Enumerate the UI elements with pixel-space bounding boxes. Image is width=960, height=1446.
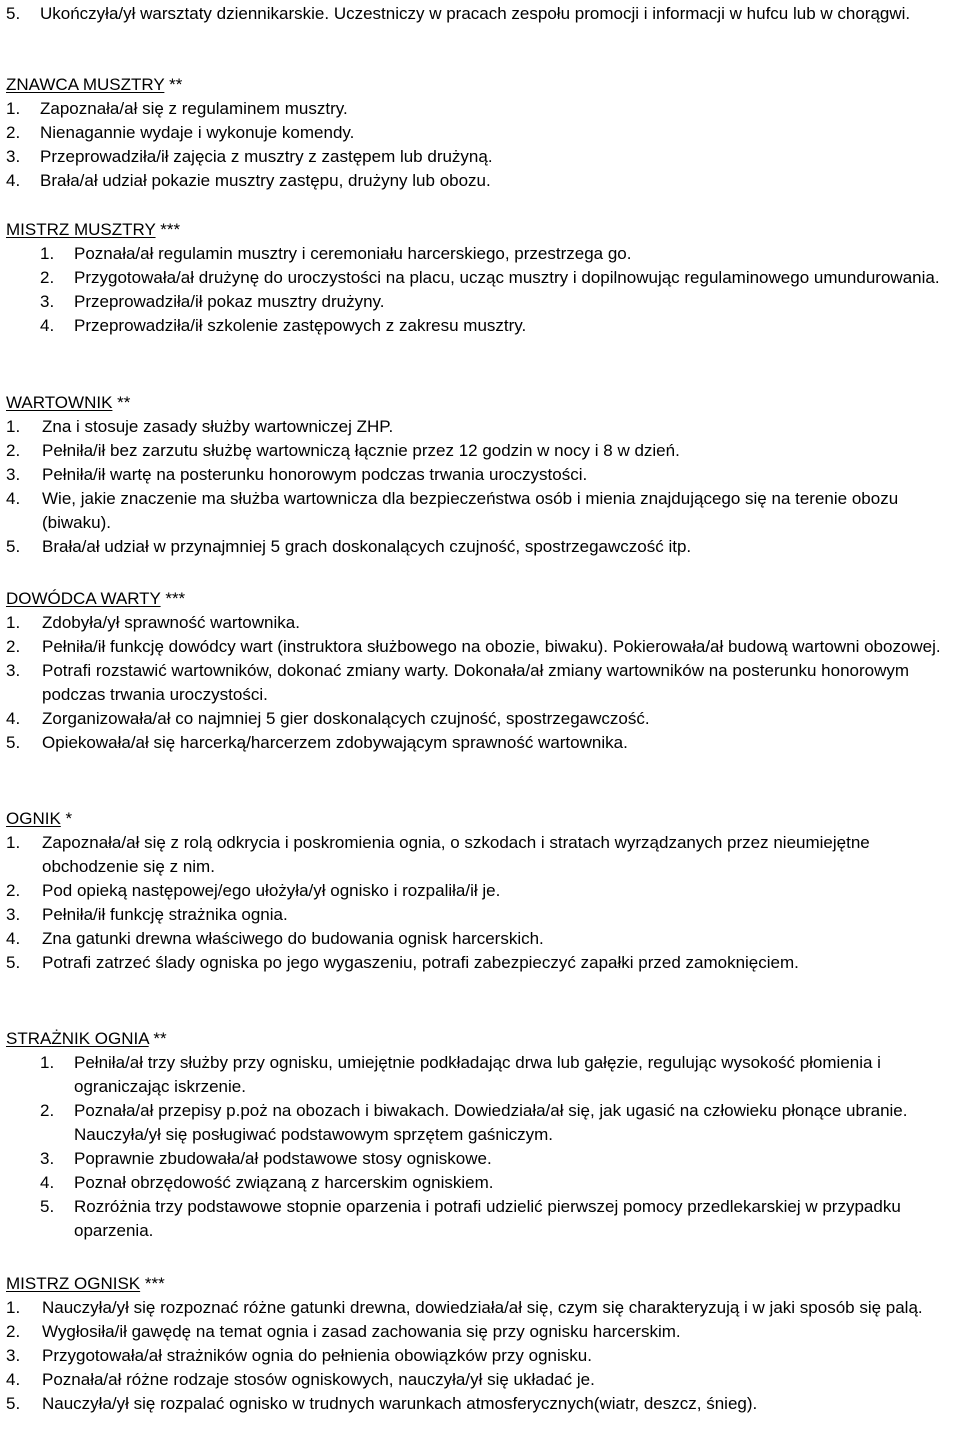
item-number: 5. — [6, 953, 21, 972]
heading-title: DOWÓDCA WARTY — [6, 589, 161, 608]
item-number: 4. — [6, 929, 21, 948]
item-text: Poznała/ał przepisy p.poż na obozach i biwakach. Dowiedziała/ał się, jak ugasić na człowieku płonące ubranie. Nauczyła/ył się posługiwać podstawowym sprzętem gaśniczym. — [74, 1101, 908, 1144]
item-number: 1. — [40, 1053, 55, 1072]
item-text: Zdobyła/ył sprawność wartownika. — [42, 613, 300, 632]
list-item — [6, 611, 956, 635]
list-item — [6, 927, 956, 951]
heading-stars: *** — [165, 589, 186, 608]
list-item — [6, 535, 956, 559]
list-item — [6, 121, 956, 145]
list-item — [6, 1344, 956, 1368]
section-heading — [6, 807, 956, 831]
list-item — [6, 1392, 956, 1416]
item-number: 4. — [6, 709, 21, 728]
list-item — [6, 2, 956, 26]
item-number: 4. — [40, 1173, 55, 1192]
item-number: 1. — [6, 1298, 21, 1317]
list-item — [6, 1296, 956, 1320]
list-item — [6, 1099, 956, 1147]
item-number: 1. — [6, 99, 21, 118]
section-wartownik — [6, 391, 956, 559]
item-number: 3. — [6, 1346, 21, 1365]
item-text: Potrafi rozstawić wartowników, dokonać zmiany warty. Dokonała/ał zmiany wartowników na posterunku honorowym podczas trwania uroczystości. — [42, 661, 910, 704]
item-number: 2. — [6, 441, 21, 460]
item-number: 3. — [6, 465, 21, 484]
list-item — [6, 951, 956, 975]
item-text: Poznała/ał regulamin musztry i ceremoniału harcerskiego, przestrzega go. — [74, 244, 632, 263]
section-znawca-musztry — [6, 73, 956, 193]
item-text: Opiekowała/ał się harcerką/harcerzem zdobywającym sprawność wartownika. — [42, 733, 628, 752]
item-number: 4. — [40, 316, 55, 335]
heading-stars: *** — [160, 220, 181, 239]
item-number: 3. — [6, 905, 21, 924]
heading-title: WARTOWNIK — [6, 393, 113, 412]
list-item — [6, 635, 956, 659]
heading-title: ZNAWCA MUSZTRY — [6, 75, 165, 94]
item-text: Wygłosiła/ił gawędę na temat ognia i zasad zachowania się przy ognisku harcerskim. — [42, 1322, 681, 1341]
item-number: 1. — [6, 833, 21, 852]
item-text: Pod opieką następowej/ego ułożyła/ył ognisko i rozpaliła/ił je. — [42, 881, 501, 900]
list-item — [6, 487, 956, 535]
item-number: 4. — [6, 171, 21, 190]
item-number: 3. — [40, 292, 55, 311]
item-text: Poznał obrzędowość związaną z harcerskim ogniskiem. — [74, 1173, 494, 1192]
list-item — [6, 415, 956, 439]
item-number: 4. — [6, 1370, 21, 1389]
list-item — [6, 731, 956, 755]
item-text: Rozróżnia trzy podstawowe stopnie oparzenia i potrafi udzielić pierwszej pomocy przedlekarskiej w przypadku oparzenia. — [74, 1197, 901, 1240]
item-text: Poprawnie zbudowała/ał podstawowe stosy ogniskowe. — [74, 1149, 492, 1168]
item-text: Brała/ał udział pokazie musztry zastępu, drużyny lub obozu. — [40, 171, 491, 190]
item-number: 1. — [6, 417, 21, 436]
section-mistrz-ognisk — [6, 1272, 956, 1416]
item-number: 1. — [6, 613, 21, 632]
list-item — [6, 1368, 956, 1392]
item-number: 3. — [6, 661, 21, 680]
section-heading — [6, 1027, 956, 1051]
item-number: 5. — [6, 4, 21, 23]
list-item — [6, 659, 956, 707]
item-text: Pełniła/ił funkcję dowódcy wart (instruktora służbowego na obozie, biwaku). Pokierowała/ał budową wartowni obozowej. — [42, 637, 941, 656]
item-text: Zna gatunki drewna właściwego do budowania ognisk harcerskich. — [42, 929, 544, 948]
item-number: 3. — [6, 147, 21, 166]
list-item — [6, 903, 956, 927]
item-text: Poznała/ał różne rodzaje stosów ogniskowych, nauczyła/ył się układać je. — [42, 1370, 595, 1389]
item-text: Brała/ał udział w przynajmniej 5 grach doskonalących czujność, spostrzegawczość itp. — [42, 537, 692, 556]
list-item — [6, 290, 956, 314]
list-item — [6, 1320, 956, 1344]
item-text: Przeprowadziła/ił pokaz musztry drużyny. — [74, 292, 385, 311]
item-text: Przeprowadziła/ił zajęcia z musztry z zastępem lub drużyną. — [40, 147, 493, 166]
item-number: 1. — [40, 244, 55, 263]
section-heading — [6, 391, 956, 415]
list-item — [6, 1195, 956, 1243]
item-number: 5. — [6, 1394, 21, 1413]
heading-stars: ** — [153, 1029, 167, 1048]
item-text: Nauczyła/ył się rozpalać ognisko w trudnych warunkach atmosferycznych(wiatr, deszcz, śnieg). — [42, 1394, 758, 1413]
list-item — [6, 1051, 956, 1099]
section-mistrz-musztry — [6, 218, 956, 338]
section-ognik — [6, 807, 956, 975]
list-item — [6, 314, 956, 338]
item-text: Pełniła/ał trzy służby przy ognisku, umiejętnie podkładając drwa lub gałęzie, regulując wysokość płomienia i ograniczając iskrzenie. — [74, 1053, 881, 1096]
item-text: Pełniła/ił bez zarzutu służbę wartowniczą łącznie przez 12 godzin w nocy i 8 w dzień. — [42, 441, 680, 460]
item-text: Nienagannie wydaje i wykonuje komendy. — [40, 123, 355, 142]
section-continued — [6, 2, 956, 26]
list-item — [6, 463, 956, 487]
list-item — [6, 831, 956, 879]
item-text: Nauczyła/ył się rozpoznać różne gatunki drewna, dowiedziała/ał się, czym się charakteryzują i w jaki sposób się palą. — [42, 1298, 923, 1317]
heading-stars: ** — [169, 75, 183, 94]
item-number: 5. — [6, 537, 21, 556]
list-item — [6, 1147, 956, 1171]
item-number: 2. — [6, 1322, 21, 1341]
section-heading — [6, 73, 956, 97]
list-item — [6, 439, 956, 463]
list-item — [6, 97, 956, 121]
item-number: 5. — [40, 1197, 55, 1216]
item-text: Pełniła/ił funkcję strażnika ognia. — [42, 905, 288, 924]
item-number: 2. — [40, 268, 55, 287]
section-dowodca-warty — [6, 587, 956, 755]
item-number: 5. — [6, 733, 21, 752]
item-number: 4. — [6, 489, 21, 508]
list-item — [6, 242, 956, 266]
item-number: 2. — [40, 1101, 55, 1120]
list-item — [6, 707, 956, 731]
section-heading — [6, 218, 956, 242]
item-number: 2. — [6, 637, 21, 656]
heading-stars: * — [65, 809, 73, 828]
heading-stars: ** — [117, 393, 131, 412]
item-number: 2. — [6, 881, 21, 900]
item-text: Przygotowała/ał drużynę do uroczystości na placu, ucząc musztry i dopilnowując regulaminowego umundurowania. — [74, 268, 940, 287]
section-straznik-ognia — [6, 1027, 956, 1243]
item-text: Zna i stosuje zasady służby wartowniczej ZHP. — [42, 417, 394, 436]
item-number: 2. — [6, 123, 21, 142]
heading-title: MISTRZ OGNISK — [6, 1274, 141, 1293]
list-item — [6, 266, 956, 290]
item-text: Wie, jakie znaczenie ma służba wartownicza dla bezpieczeństwa osób i mienia znajdującego się na terenie obozu (biwaku). — [42, 489, 899, 532]
item-text: Zorganizowała/ał co najmniej 5 gier doskonalących czujność, spostrzegawczość. — [42, 709, 650, 728]
heading-stars: *** — [144, 1274, 165, 1293]
heading-title: STRAŻNIK OGNIA — [6, 1029, 149, 1048]
item-text: Przygotowała/ał strażników ognia do pełnienia obowiązków przy ognisku. — [42, 1346, 592, 1365]
item-text: Przeprowadziła/ił szkolenie zastępowych z zakresu musztry. — [74, 316, 527, 335]
item-number: 3. — [40, 1149, 55, 1168]
heading-title: OGNIK — [6, 809, 61, 828]
item-text: Zapoznała/ał się z regulaminem musztry. — [40, 99, 348, 118]
list-item — [6, 169, 956, 193]
item-text: Zapoznała/ał się z rolą odkrycia i poskromienia ognia, o szkodach i stratach wyrządzanych przez nieumiejętne obchodzenie się z nim. — [42, 833, 870, 876]
list-item — [6, 879, 956, 903]
section-heading — [6, 1272, 956, 1296]
list-item — [6, 145, 956, 169]
item-text: Ukończyła/ył warsztaty dziennikarskie. Uczestniczy w pracach zespołu promocji i informacji w hufcu lub w chorągwi. — [40, 4, 911, 23]
section-heading — [6, 587, 956, 611]
item-text: Pełniła/ił wartę na posterunku honorowym podczas trwania uroczystości. — [42, 465, 588, 484]
heading-title: MISTRZ MUSZTRY — [6, 220, 156, 239]
item-text: Potrafi zatrzeć ślady ogniska po jego wygaszeniu, potrafi zabezpieczyć zapałki przed zamoknięciem. — [42, 953, 799, 972]
list-item — [6, 1171, 956, 1195]
